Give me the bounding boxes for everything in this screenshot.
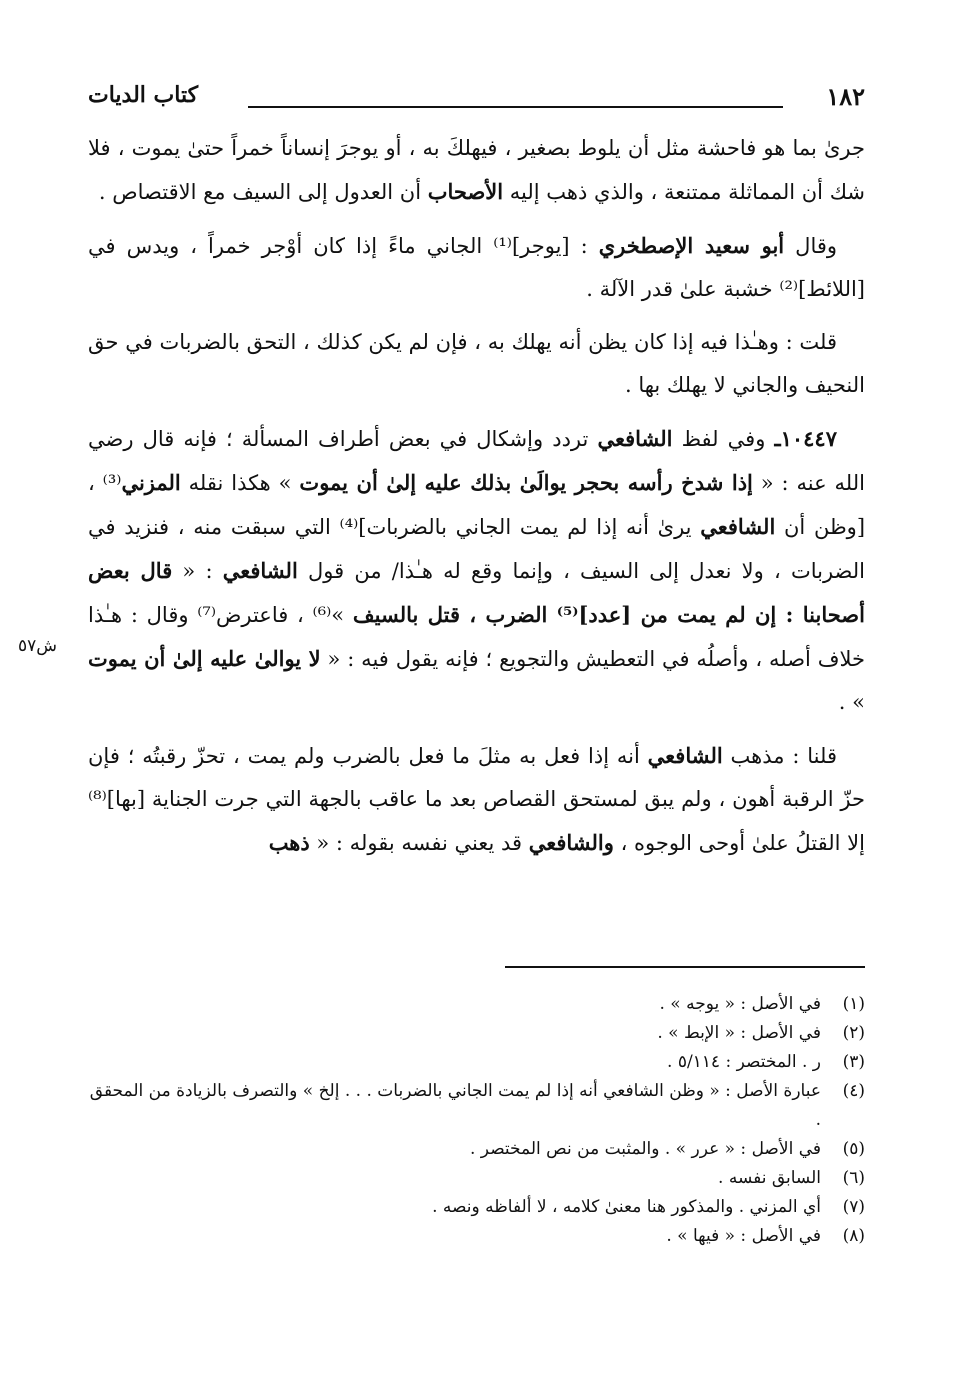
bold-term: الشافعي: [647, 743, 723, 768]
margin-note: ش٥٧: [18, 636, 58, 656]
footnote-rule: [505, 966, 865, 968]
paragraph-2: [88, 224, 865, 311]
footnote-text: في الأصل : « يوجه » .: [659, 994, 821, 1014]
text-run: قد يعني نفسه بقوله : «: [309, 831, 529, 855]
paragraph-4: [88, 417, 865, 724]
text-run: وقال: [784, 234, 838, 258]
text-run: » .: [838, 690, 865, 714]
running-title: كتاب الديات: [88, 82, 199, 108]
footnote-number: (٣): [842, 1052, 865, 1072]
bold-quote: قال بعض أصحابنا : إن لم يمت من [عدد]⁽⁵⁾ الضرب ، قتل بالسيف: [88, 558, 865, 627]
text-run: جرىٰ بما هو فاحشة مثل أن يلوط بصغير ، فيهلكَ به ، أو يوجرَ إنساناً خمراً حتىٰ يموت ، فلا شك أن المماثلة ممتنعة ، والذي ذهب إليه: [88, 136, 865, 204]
footnote-number: (٥): [842, 1139, 865, 1159]
footnote-text: أي المزني . والمذكور هنا معنىٰ كلامه ، لا ألفاظه ونصه .: [432, 1197, 821, 1217]
footnote-text: ر . المختصر : ٥/١١٤ .: [667, 1052, 821, 1072]
text-run: وفي لفظ: [672, 427, 775, 451]
text-run: : [يوجر]⁽¹⁾ الجاني ماءً إذا كان أوْجر خمراً ، ويدس في [اللائط]⁽²⁾ خشبة علىٰ قدر الآلة .: [88, 234, 865, 301]
footnote-text: عبارة الأصل : « وظن الشافعي أنه إذا لم يمت الجاني بالضربات . . . إلخ » والتصرف بالزيادة من المحقق .: [89, 1081, 821, 1130]
text-run: أن العدول إلى السيف مع الاقتصاص .: [98, 180, 428, 204]
bold-quote: إذا شدخ رأسه بحجر يوالَىٰ بذلك عليه إلىٰ أن يموت: [299, 470, 753, 495]
text-run: قلنا : مذهب: [722, 744, 838, 768]
footnote-number: (٤): [842, 1081, 865, 1101]
main-text: [88, 127, 865, 875]
footnote-item: [88, 1019, 865, 1048]
footnote-item: [88, 1135, 865, 1164]
bold-term: المزني: [121, 470, 181, 495]
footnote-text: في الأصل : « فيها » .: [666, 1226, 821, 1246]
bold-term: الشافعي: [700, 514, 776, 539]
page-header: [88, 82, 865, 118]
footnote-item: [88, 1048, 865, 1077]
bold-term: الشافعي: [597, 426, 673, 451]
header-rule: [248, 106, 783, 108]
footnote-number: (٢): [842, 1023, 865, 1043]
bold-term: أبو سعيد الإصطخري: [598, 233, 785, 258]
text-run: » هكذا نقله: [180, 471, 300, 495]
page-number: ١٨٢: [826, 82, 865, 111]
text-run: »⁽⁶⁾ ، فاعترض⁽⁷⁾ وقال : هـٰذا خلاف أصله ، وأصلُه في التعطيش والتجويع ؛ فإنه يقول فيه : «: [88, 603, 866, 671]
footnote-item: [88, 1164, 865, 1193]
footnote-number: (٨): [842, 1226, 865, 1246]
bold-term: الشافعي: [222, 558, 298, 583]
paragraph-5: [88, 734, 865, 865]
text-run: : «: [172, 559, 223, 583]
footnote-item: [88, 990, 865, 1019]
bold-term: والشافعي: [528, 830, 614, 855]
section-number: ١٠٤٤٧ـ: [774, 426, 837, 451]
paragraph-3: [88, 321, 865, 407]
text-run: ⁽³⁾ ، [وظن أن: [88, 471, 866, 539]
footnote-text: في الأصل : « عرر » . والمثبت من نص المختصر .: [470, 1139, 821, 1159]
footnote-number: (١): [842, 994, 865, 1014]
footnotes: [88, 990, 865, 1251]
footnote-number: (٦): [842, 1168, 865, 1188]
text-run: يرىٰ أنه إذا لم يمت الجاني بالضربات]⁽⁴⁾ التي سبقت منه ، فنزيد في الضربات ، ولا نعدل إلى السيف ، وإنما وقع له هـٰذا/ من قول: [88, 515, 865, 583]
text-run: تردد وإشكال في بعض أطراف المسألة ؛ فإنه قال رضي الله عنه : «: [88, 427, 865, 495]
bold-term: الأصحاب: [427, 179, 504, 204]
footnote-text: في الأصل : « الإبط » .: [657, 1023, 821, 1043]
text-run: قلت : وهـٰذا فيه إذا كان يظن أنه يهلك به ، فإن لم يكن كذلك ، التحق بالضربات في حق النحيف والجاني لا يهلك بها .: [88, 330, 865, 397]
footnote-item: [88, 1193, 865, 1222]
footnote-item: [88, 1222, 865, 1251]
paragraph-1: [88, 127, 865, 214]
text-run: أنه إذا فعل به مثلَ ما فعل بالضرب ولم يمت ، تحزّ رقبتُه ؛ فإن حزّ الرقبة أهون ، ولم يبق لمستحق القصاص بعد ما عاقب بالجهة التي جرت الجناية [بها]⁽⁸⁾ إلا القتلُ علىٰ أوحى الوجوه ،: [88, 744, 865, 855]
footnote-item: [88, 1077, 865, 1135]
bold-quote: لا يوالىٰ عليه إلىٰ أن يموت: [88, 646, 321, 671]
footnote-number: (٧): [842, 1197, 865, 1217]
footnote-text: السابق نفسه .: [718, 1168, 821, 1188]
bold-quote: ذهب: [268, 830, 310, 855]
